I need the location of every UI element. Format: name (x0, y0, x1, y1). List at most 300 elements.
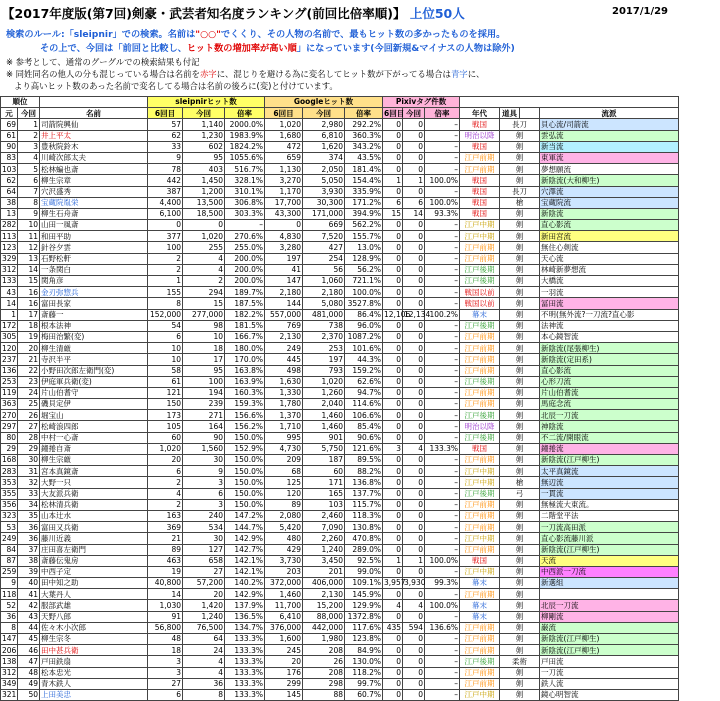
table-row (1, 253, 679, 264)
table-cell: 0 (383, 276, 403, 287)
table-cell: 0 (403, 331, 425, 342)
table-cell: – (425, 186, 460, 197)
table-cell: 0 (383, 689, 403, 700)
table-row (1, 130, 679, 141)
table-cell: 弓 (500, 488, 540, 499)
table-cell: 171,000 (303, 208, 345, 219)
table-cell: 0 (383, 354, 403, 365)
table-cell: 85.4% (345, 421, 383, 432)
table-cell: 0 (403, 477, 425, 488)
table-cell: 3,280 (265, 242, 303, 253)
table-cell: 1,170 (265, 186, 303, 197)
table-cell: 769 (265, 320, 303, 331)
table-cell: 新陰流(江戸柳生) (540, 455, 679, 466)
person-name: 梅田治繁(変) (40, 331, 148, 342)
table-cell: 56,800 (148, 622, 183, 633)
table-cell: 93.3% (425, 208, 460, 219)
table-cell: 剣 (500, 544, 540, 555)
table-cell: 1,460 (303, 410, 345, 421)
table-cell: 150.0% (225, 499, 265, 510)
table-cell: 10 (148, 343, 183, 354)
table-cell: 28 (18, 432, 40, 443)
table-cell: 335.9% (345, 186, 383, 197)
table-cell: 0 (403, 141, 425, 152)
table-cell: 林崎新夢想流 (540, 264, 679, 275)
table-cell: 152,000 (148, 309, 183, 320)
table-cell: 56 (303, 264, 345, 275)
table-cell: 171 (303, 477, 345, 488)
table-cell: 2,080 (265, 510, 303, 521)
col-header: 6回目 (384, 108, 405, 118)
table-cell: 270.6% (225, 231, 265, 242)
table-cell: 剣 (500, 645, 540, 656)
table-cell: 4 (18, 152, 40, 163)
table-cell: 43 (18, 611, 40, 622)
table-cell: 1,020 (303, 376, 345, 387)
table-cell: 150.0% (225, 488, 265, 499)
table-cell: 90 (1, 141, 18, 152)
table-row (1, 578, 679, 589)
table-cell: 江戸前期 (460, 622, 500, 633)
table-cell: 2,370 (303, 331, 345, 342)
person-name: 田中知之助 (40, 578, 148, 589)
table-cell: 109.1% (345, 578, 383, 589)
table-cell: 剣 (500, 689, 540, 700)
person-name: 青木鉄人 (40, 678, 148, 689)
table-cell: 0 (383, 152, 403, 163)
table-cell: 299 (265, 678, 303, 689)
table-cell: 99.7% (345, 678, 383, 689)
table-cell: 新陰流(江戸柳生) (540, 634, 679, 645)
table-cell: 江戸中期 (460, 689, 500, 700)
table-cell: 15 (383, 208, 403, 219)
person-name: 斎藤一 (40, 309, 148, 320)
col-header: 今回 (303, 108, 345, 119)
table-cell: 幕末 (460, 600, 500, 611)
table-cell: 2,180 (303, 287, 345, 298)
table-cell: 76,500 (183, 622, 225, 633)
table-cell: 8 (18, 197, 40, 208)
table-cell: 0 (383, 421, 403, 432)
table-cell: 95 (183, 365, 225, 376)
table-cell: 255 (183, 242, 225, 253)
table-cell: 3,930 (404, 578, 426, 588)
person-name: 和田平助 (40, 231, 148, 242)
table-cell: 43.5% (345, 152, 383, 163)
table-cell: – (425, 466, 460, 477)
table-cell: – (425, 376, 460, 387)
table-cell: 明治以降 (460, 421, 500, 432)
table-cell: 剣 (500, 253, 540, 264)
table-row (1, 555, 679, 566)
person-name: 小野田次郎左衛門(変) (40, 365, 148, 376)
table-cell: 123.8% (345, 634, 383, 645)
table-cell: 33 (148, 141, 183, 152)
table-cell: 剣 (500, 421, 540, 432)
table-row (1, 466, 679, 477)
table-cell: 13.0% (345, 242, 383, 253)
table-cell: 14 (403, 208, 425, 219)
table-cell: 121.6% (345, 443, 383, 454)
table-cell: 2,180 (265, 287, 303, 298)
table-cell: 江戸中期 (460, 231, 500, 242)
table-cell: 8 (148, 298, 183, 309)
table-cell: – (425, 141, 460, 152)
table-cell: 0 (383, 667, 403, 678)
table-cell: 宝蔵院流 (540, 197, 679, 208)
table-cell: – (425, 477, 460, 488)
table-cell: 0 (403, 432, 425, 443)
table-cell: – (425, 611, 460, 622)
table-cell: 剣 (500, 164, 540, 175)
table-cell: 165 (303, 488, 345, 499)
table-cell: 1 (18, 119, 40, 130)
table-cell: 1,240 (303, 544, 345, 555)
table-cell: 20 (183, 589, 225, 600)
table-row (1, 600, 679, 611)
table-cell: 1087.2% (345, 331, 383, 342)
table-cell: 戦国 (460, 141, 500, 152)
table-cell: 3 (148, 656, 183, 667)
table-cell: 498 (265, 365, 303, 376)
table-cell: 25 (18, 399, 40, 410)
person-name: 服部武雄 (40, 600, 148, 611)
table-cell: 江戸前期 (460, 510, 500, 521)
table-cell: 0 (383, 130, 403, 141)
table-cell: 太平真鏡流 (540, 466, 679, 477)
table-cell: 4 (183, 264, 225, 275)
table-cell: 0 (403, 488, 425, 499)
table-row (1, 656, 679, 667)
table-cell: 142.9% (225, 533, 265, 544)
table-cell: 9 (18, 208, 40, 219)
table-cell: 159.2% (345, 365, 383, 376)
table-cell: 幕末 (460, 309, 500, 320)
table-cell: – (425, 488, 460, 499)
table-cell: 170.0% (225, 354, 265, 365)
table-cell: 15 (183, 298, 225, 309)
table-cell: – (425, 298, 460, 309)
table-cell: 133.3% (225, 689, 265, 700)
table-cell: 118.2% (345, 667, 383, 678)
table-cell: 130.8% (345, 522, 383, 533)
table-cell: 24 (183, 645, 225, 656)
table-cell: 1,460 (265, 589, 303, 600)
col-header: 年代 (460, 108, 500, 119)
table-cell: 江戸前期 (460, 164, 500, 175)
table-cell: 101.6% (345, 343, 383, 354)
table-cell: – (425, 522, 460, 533)
table-cell: 剣 (500, 331, 540, 342)
table-cell: 394.9% (345, 208, 383, 219)
table-cell: 1 (383, 555, 403, 566)
table-row (1, 589, 679, 600)
table-cell: 181.5% (225, 320, 265, 331)
table-cell: 155.7% (345, 231, 383, 242)
table-cell: 106.6% (345, 410, 383, 421)
table-cell: 0 (403, 387, 425, 398)
table-cell: 0 (403, 152, 425, 163)
table-cell: 江戸前期 (460, 387, 500, 398)
table-cell: 15 (18, 276, 40, 287)
table-cell: 147 (265, 276, 303, 287)
table-cell: 133.3% (225, 656, 265, 667)
table-row (1, 399, 679, 410)
table-cell: 372,000 (265, 578, 303, 589)
table-cell: 142.1% (225, 566, 265, 577)
table-cell: 法神流 (540, 320, 679, 331)
table-cell: 13 (1, 208, 18, 219)
table-cell: 0 (383, 455, 403, 466)
table-cell: 1372.8% (345, 611, 383, 622)
person-name: 松崎浪四郎 (40, 421, 148, 432)
table-cell: 0 (383, 164, 403, 175)
table-cell: 冨田流 (540, 298, 679, 309)
table-cell: 馬庭念流 (540, 399, 679, 410)
table-cell: 136.8% (345, 477, 383, 488)
table-cell: 88.2% (345, 466, 383, 477)
col-header: 倍率 (345, 108, 383, 119)
table-row (1, 354, 679, 365)
person-name: 上田美忠 (40, 689, 148, 700)
table-cell: 戦国 (460, 186, 500, 197)
table-cell: – (425, 399, 460, 410)
table-cell: 152.9% (225, 443, 265, 454)
table-cell: 新当流 (540, 141, 679, 152)
table-cell: 0 (403, 253, 425, 264)
table-cell: 剣 (500, 622, 540, 633)
table-cell: 16 (18, 298, 40, 309)
table-cell: 60.7% (345, 689, 383, 700)
table-cell: 剣 (500, 600, 540, 611)
table-cell: 659 (265, 152, 303, 163)
table-cell: 4 (403, 600, 425, 611)
table-cell: 24 (18, 387, 40, 398)
table-cell: 0 (403, 510, 425, 521)
table-cell: 94.7% (345, 387, 383, 398)
table-cell: 103 (303, 499, 345, 510)
table-cell: 136.6% (425, 622, 460, 633)
table-cell: 30 (18, 455, 40, 466)
table-cell: 1,060 (303, 276, 345, 287)
table-cell: – (425, 320, 460, 331)
table-cell: 100.2% (425, 309, 460, 320)
table-cell: 新陰流(江戸柳生) (540, 544, 679, 555)
table-cell: 172 (2, 321, 17, 331)
table-cell: 剣 (500, 376, 540, 387)
table-cell: 6,100 (148, 208, 183, 219)
table-cell: 4 (183, 656, 225, 667)
col-header: 流派 (540, 108, 679, 119)
table-cell: 377 (148, 231, 183, 242)
table-cell: 136 (2, 365, 17, 375)
table-cell: 18 (18, 320, 40, 331)
person-name: 柳生宗章 (40, 175, 148, 186)
table-cell: 40,800 (148, 578, 183, 589)
table-cell: 0 (265, 220, 303, 231)
table-cell: 新陰流(江戸柳生) (540, 645, 679, 656)
person-name: 庄田喜左衛門 (40, 544, 148, 555)
table-cell: 0 (383, 253, 403, 264)
table-cell: 150.0% (225, 455, 265, 466)
table-cell: 江戸前期 (460, 544, 500, 555)
table-cell: 203 (265, 566, 303, 577)
table-cell: 江戸中期 (460, 466, 500, 477)
table-cell: 1,560 (183, 443, 225, 454)
person-name: 宝蔵院胤栄 (40, 197, 148, 208)
person-name: 藤川近義 (40, 533, 148, 544)
table-cell: 2 (183, 276, 225, 287)
table-cell: 200.0% (225, 276, 265, 287)
table-cell: 100 (183, 376, 225, 387)
table-cell: 柳剛流 (540, 611, 679, 622)
table-cell: 剣 (500, 343, 540, 354)
table-cell: 戦国 (460, 175, 500, 186)
person-name: 戸田鉄扇 (40, 656, 148, 667)
table-cell: 5,080 (303, 298, 345, 309)
table-cell: 江戸後期 (460, 488, 500, 499)
table-cell: 1,370 (265, 410, 303, 421)
table-cell: 剣 (500, 220, 540, 231)
table-cell: 槍 (500, 477, 540, 488)
table-cell: – (425, 231, 460, 242)
table-cell: 0 (383, 376, 403, 387)
table-cell: 6,410 (265, 611, 303, 622)
table-cell: 7 (18, 186, 40, 197)
table-cell: 89 (265, 499, 303, 510)
table-cell: 0 (403, 242, 425, 253)
table-cell: 江戸中期 (460, 477, 500, 488)
table-cell: 249 (265, 343, 303, 354)
table-cell: 3 (183, 499, 225, 510)
table-cell: 江戸前期 (460, 667, 500, 678)
table-cell: 38 (1, 197, 18, 208)
table-cell: 江戸後期 (460, 656, 500, 667)
table-cell: 31 (18, 466, 40, 477)
search-rule-line-1: 検索のルール:「sleipnir」での検索。名前は"○○"でくくり、その人物の名前で、最もヒット数の多かったものを採用。 (6, 29, 506, 40)
table-cell: – (425, 566, 460, 577)
table-row (1, 298, 679, 309)
table-cell: 47 (18, 656, 40, 667)
table-cell: 128.9% (345, 253, 383, 264)
table-cell: 123 (2, 242, 17, 252)
table-cell: 99.0% (345, 566, 383, 577)
table-cell: 40 (18, 578, 40, 589)
table-row (1, 667, 679, 678)
table-cell: 0 (383, 287, 403, 298)
table-cell: 17 (183, 354, 225, 365)
table-cell: 353 (2, 477, 17, 487)
table-cell: – (425, 343, 460, 354)
table-cell: 江戸後期 (460, 320, 500, 331)
person-name: 磯貝定伊 (40, 399, 148, 410)
table-cell: 江戸前期 (460, 152, 500, 163)
table-cell: 二階堂平法 (540, 510, 679, 521)
table-cell: 429 (265, 544, 303, 555)
table-cell: 1 (383, 175, 403, 186)
person-name: 富田長家 (40, 298, 148, 309)
table-cell: 100 (148, 242, 183, 253)
table-cell: – (425, 119, 460, 130)
table-cell: 鏡心明智流 (540, 689, 679, 700)
table-cell: 0 (383, 186, 403, 197)
table-cell: 18 (183, 343, 225, 354)
table-cell: 43,300 (265, 208, 303, 219)
table-cell: 8 (183, 689, 225, 700)
table-cell: 江戸前期 (460, 399, 500, 410)
table-cell: 360.3% (345, 130, 383, 141)
person-name: 大野一只 (40, 477, 148, 488)
table-row (1, 208, 679, 219)
table-row (1, 231, 679, 242)
table-row (1, 287, 679, 298)
table-cell: 6 (383, 197, 403, 208)
table-cell: 1,710 (265, 421, 303, 432)
table-cell: 心形刀流 (540, 376, 679, 387)
table-cell: 89 (148, 544, 183, 555)
table-cell: 118.3% (345, 510, 383, 521)
person-name: 中村一心斎 (40, 432, 148, 443)
table-cell: 一羽流 (540, 287, 679, 298)
table-cell: 0 (403, 186, 425, 197)
table-cell: 0 (403, 365, 425, 376)
table-row (1, 164, 679, 175)
person-name: 山本辻水 (40, 510, 148, 521)
table-cell: 36 (18, 522, 40, 533)
table-cell: 6 (148, 466, 183, 477)
table-cell: 戦国以前 (460, 287, 500, 298)
table-cell: 1,450 (183, 175, 225, 186)
table-cell: 0 (403, 544, 425, 555)
table-cell: 神陰流 (540, 421, 679, 432)
table-cell: 6 (183, 488, 225, 499)
table-cell: 剣 (500, 399, 540, 410)
table-row (1, 634, 679, 645)
table-cell: 129.9% (345, 600, 383, 611)
table-cell: 30 (183, 455, 225, 466)
table-cell: 槍 (500, 197, 540, 208)
table-cell: 無辺流 (540, 477, 679, 488)
table-cell: 150.0% (225, 477, 265, 488)
table-cell: 江戸前期 (460, 522, 500, 533)
table-cell: – (425, 589, 460, 600)
table-cell: 147 (2, 634, 17, 644)
table-cell: 5,750 (303, 443, 345, 454)
person-name: 針谷夕雲 (40, 242, 148, 253)
table-row (1, 376, 679, 387)
table-cell: 21 (148, 533, 183, 544)
table-cell: 133 (2, 276, 17, 286)
table-cell: – (425, 455, 460, 466)
table-cell: 0 (403, 634, 425, 645)
table-cell: 1,420 (183, 600, 225, 611)
person-name: 大葉丹人 (40, 589, 148, 600)
table-row (1, 544, 679, 555)
table-cell: 0 (383, 656, 403, 667)
table-cell: 剣 (500, 320, 540, 331)
table-cell: 0 (403, 119, 425, 130)
table-cell: 2000.0% (225, 119, 265, 130)
table-cell: 64 (183, 634, 225, 645)
table-cell: 剣 (500, 510, 540, 521)
table-cell: 154.4% (345, 175, 383, 186)
table-cell: 38 (18, 555, 40, 566)
table-cell: – (425, 421, 460, 432)
table-cell: 一刀流高田派 (540, 522, 679, 533)
table-cell: 14 (1, 298, 18, 309)
table-cell: 0 (403, 220, 425, 231)
col-header: 今回 (183, 108, 225, 119)
